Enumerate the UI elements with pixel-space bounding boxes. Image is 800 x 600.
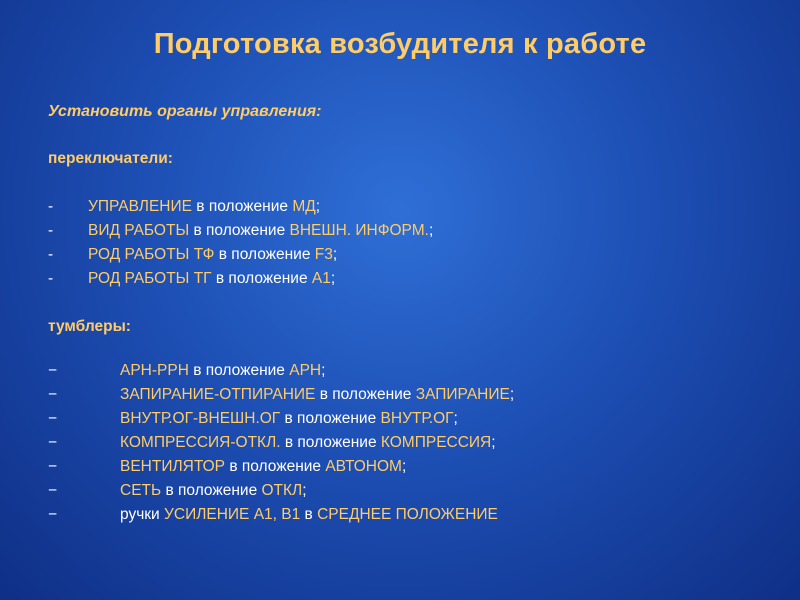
switch-item-text xyxy=(88,245,337,265)
switch-item-text xyxy=(88,221,433,241)
control-name: ЗАПИРАНИЕ xyxy=(415,386,510,403)
connector-text: в положение xyxy=(189,222,290,239)
list-marker: − xyxy=(48,410,58,427)
control-name: АРН xyxy=(289,362,322,379)
control-name: СЕТЬ xyxy=(120,482,162,499)
switch-item-text xyxy=(88,269,335,289)
list-marker: − xyxy=(48,434,58,451)
connector-text: ; xyxy=(509,386,515,403)
connector-text: в положение xyxy=(214,246,315,263)
control-name: УСИЛЕНИЕ А1, В1 xyxy=(164,506,301,523)
control-name: АВТОНОМ xyxy=(325,458,402,475)
toggle-item-text xyxy=(120,433,496,453)
control-name: РОД РАБОТЫ ТГ xyxy=(88,270,212,287)
control-name: АРН-РРН xyxy=(120,362,189,379)
toggle-item xyxy=(48,433,768,453)
connector-text: в xyxy=(300,506,318,523)
control-name: КОМПРЕССИЯ-ОТКЛ. xyxy=(120,434,281,451)
connector-text: ; xyxy=(321,362,326,379)
switch-item xyxy=(48,221,768,241)
connector-text: в положение xyxy=(191,198,293,215)
connector-text: ; xyxy=(302,482,307,499)
toggle-item xyxy=(48,409,768,429)
connector-text: ; xyxy=(428,222,434,239)
connector-text: в положение xyxy=(280,434,381,451)
toggle-item xyxy=(48,385,768,405)
switch-item xyxy=(48,197,768,217)
switch-item xyxy=(48,245,768,265)
toggle-item xyxy=(48,505,768,525)
list-marker: - xyxy=(48,198,54,215)
control-name: ВНЕШН. ИНФОРМ. xyxy=(289,222,429,239)
connector-text: ; xyxy=(330,270,336,287)
toggle-item xyxy=(48,361,768,381)
toggle-item-text xyxy=(120,457,406,477)
connector-text: в положение xyxy=(188,362,290,379)
control-name: ВНУТР.ОГ-ВНЕШН.ОГ xyxy=(120,410,281,427)
control-name: ОТКЛ xyxy=(261,482,303,499)
connector-text: ; xyxy=(401,458,407,475)
toggle-item-text xyxy=(120,409,458,429)
control-name: РОД РАБОТЫ ТФ xyxy=(88,246,215,263)
toggles-heading: тумблеры: xyxy=(48,318,131,335)
list-marker: − xyxy=(48,458,58,475)
control-name: ЗАПИРАНИЕ-ОТПИРАНИЕ xyxy=(120,386,316,403)
connector-text: ; xyxy=(453,410,458,427)
toggle-item xyxy=(48,481,768,501)
control-name: ВЕНТИЛЯТОР xyxy=(120,458,226,475)
control-name: УПРАВЛЕНИЕ xyxy=(88,198,192,215)
control-name: ВИД РАБОТЫ xyxy=(88,222,190,239)
slide-subtitle: Установить органы управления: xyxy=(48,103,322,120)
list-marker: − xyxy=(48,362,58,379)
connector-text: ; xyxy=(315,198,321,215)
control-name: А1 xyxy=(311,270,331,287)
control-name: F3 xyxy=(314,246,333,263)
list-marker: - xyxy=(48,222,54,239)
slide-title: Подготовка возбудителя к работе xyxy=(153,28,647,60)
toggle-item-text xyxy=(120,361,325,381)
control-name: ВНУТР.ОГ xyxy=(380,410,454,427)
connector-text: ручки xyxy=(120,506,165,523)
list-marker: - xyxy=(48,270,54,287)
connector-text: ; xyxy=(491,434,496,451)
connector-text: в положение xyxy=(211,270,312,287)
list-marker: − xyxy=(48,482,58,499)
list-marker: - xyxy=(48,246,54,263)
list-marker: − xyxy=(48,386,58,403)
control-name: МД xyxy=(292,198,316,215)
toggle-item xyxy=(48,457,768,477)
toggle-item-text xyxy=(120,385,514,405)
toggle-item-text xyxy=(120,481,307,501)
connector-text: в положение xyxy=(161,482,262,499)
control-name: КОМПРЕССИЯ xyxy=(380,434,492,451)
switch-item xyxy=(48,269,768,289)
switch-item-text xyxy=(88,197,320,217)
switches-heading: переключатели: xyxy=(48,150,173,167)
connector-text: в положение xyxy=(280,410,381,427)
toggle-item-text xyxy=(120,505,498,525)
connector-text: ; xyxy=(332,246,338,263)
connector-text: в положение xyxy=(225,458,326,475)
control-name: СРЕДНЕЕ ПОЛОЖЕНИЕ xyxy=(317,506,498,523)
connector-text: в положение xyxy=(315,386,416,403)
list-marker: − xyxy=(48,506,58,523)
